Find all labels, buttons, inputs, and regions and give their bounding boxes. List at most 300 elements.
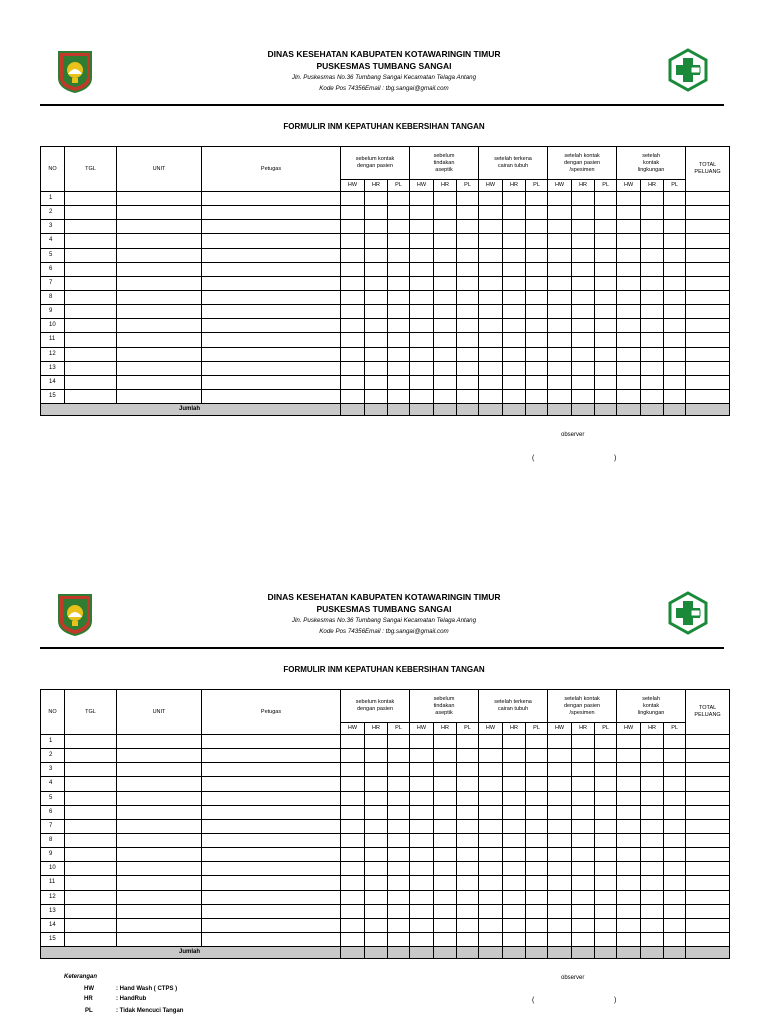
entry-cell[interactable] xyxy=(410,290,434,304)
entry-cell[interactable] xyxy=(341,333,365,347)
entry-cell[interactable] xyxy=(341,276,365,290)
entry-cell[interactable] xyxy=(479,932,503,946)
entry-cell[interactable] xyxy=(548,276,572,290)
entry-cell[interactable] xyxy=(117,890,202,904)
entry-cell[interactable] xyxy=(526,833,548,847)
entry-cell[interactable] xyxy=(457,305,479,319)
entry-cell[interactable] xyxy=(664,848,686,862)
entry-cell[interactable] xyxy=(595,777,617,791)
entry-cell[interactable] xyxy=(341,262,365,276)
entry-cell[interactable] xyxy=(434,389,457,403)
entry-cell[interactable] xyxy=(686,904,730,918)
entry-cell[interactable] xyxy=(388,932,410,946)
entry-cell[interactable] xyxy=(572,932,595,946)
entry-cell[interactable] xyxy=(117,862,202,876)
entry-cell[interactable] xyxy=(686,234,730,248)
entry-cell[interactable] xyxy=(664,248,686,262)
entry-cell[interactable] xyxy=(365,791,388,805)
entry-cell[interactable] xyxy=(457,749,479,763)
entry-cell[interactable] xyxy=(410,248,434,262)
entry-cell[interactable] xyxy=(641,375,664,389)
entry-cell[interactable] xyxy=(388,819,410,833)
entry-cell[interactable] xyxy=(434,333,457,347)
entry-cell[interactable] xyxy=(434,848,457,862)
entry-cell[interactable] xyxy=(341,206,365,220)
entry-cell[interactable] xyxy=(664,305,686,319)
entry-cell[interactable] xyxy=(457,389,479,403)
entry-cell[interactable] xyxy=(341,192,365,206)
sum-cell[interactable] xyxy=(503,404,526,416)
entry-cell[interactable] xyxy=(457,347,479,361)
entry-cell[interactable] xyxy=(641,848,664,862)
sum-cell[interactable] xyxy=(548,404,572,416)
entry-cell[interactable] xyxy=(365,833,388,847)
entry-cell[interactable] xyxy=(365,375,388,389)
sum-cell[interactable] xyxy=(686,947,730,959)
entry-cell[interactable] xyxy=(572,347,595,361)
entry-cell[interactable] xyxy=(410,763,434,777)
entry-cell[interactable] xyxy=(341,290,365,304)
entry-cell[interactable] xyxy=(641,862,664,876)
entry-cell[interactable] xyxy=(595,248,617,262)
entry-cell[interactable] xyxy=(572,819,595,833)
entry-cell[interactable] xyxy=(503,763,526,777)
entry-cell[interactable] xyxy=(548,777,572,791)
entry-cell[interactable] xyxy=(548,876,572,890)
entry-cell[interactable] xyxy=(617,777,641,791)
entry-cell[interactable] xyxy=(365,876,388,890)
entry-cell[interactable] xyxy=(341,749,365,763)
entry-cell[interactable] xyxy=(457,375,479,389)
entry-cell[interactable] xyxy=(617,333,641,347)
entry-cell[interactable] xyxy=(572,305,595,319)
sum-cell[interactable] xyxy=(341,947,365,959)
entry-cell[interactable] xyxy=(617,220,641,234)
entry-cell[interactable] xyxy=(664,833,686,847)
entry-cell[interactable] xyxy=(526,361,548,375)
entry-cell[interactable] xyxy=(365,890,388,904)
entry-cell[interactable] xyxy=(479,833,503,847)
entry-cell[interactable] xyxy=(117,234,202,248)
entry-cell[interactable] xyxy=(595,848,617,862)
entry-cell[interactable] xyxy=(479,819,503,833)
entry-cell[interactable] xyxy=(595,290,617,304)
entry-cell[interactable] xyxy=(65,276,117,290)
entry-cell[interactable] xyxy=(202,262,341,276)
entry-cell[interactable] xyxy=(503,862,526,876)
entry-cell[interactable] xyxy=(65,904,117,918)
entry-cell[interactable] xyxy=(365,333,388,347)
entry-cell[interactable] xyxy=(686,833,730,847)
entry-cell[interactable] xyxy=(388,276,410,290)
entry-cell[interactable] xyxy=(479,248,503,262)
entry-cell[interactable] xyxy=(341,234,365,248)
entry-cell[interactable] xyxy=(117,192,202,206)
entry-cell[interactable] xyxy=(548,862,572,876)
entry-cell[interactable] xyxy=(202,375,341,389)
entry-cell[interactable] xyxy=(664,333,686,347)
entry-cell[interactable] xyxy=(595,305,617,319)
entry-cell[interactable] xyxy=(686,206,730,220)
entry-cell[interactable] xyxy=(503,890,526,904)
entry-cell[interactable] xyxy=(595,220,617,234)
entry-cell[interactable] xyxy=(434,361,457,375)
entry-cell[interactable] xyxy=(65,192,117,206)
sum-cell[interactable] xyxy=(572,947,595,959)
entry-cell[interactable] xyxy=(595,192,617,206)
entry-cell[interactable] xyxy=(434,819,457,833)
entry-cell[interactable] xyxy=(117,305,202,319)
entry-cell[interactable] xyxy=(595,918,617,932)
entry-cell[interactable] xyxy=(686,220,730,234)
entry-cell[interactable] xyxy=(202,805,341,819)
entry-cell[interactable] xyxy=(479,375,503,389)
entry-cell[interactable] xyxy=(572,375,595,389)
entry-cell[interactable] xyxy=(341,777,365,791)
entry-cell[interactable] xyxy=(526,819,548,833)
entry-cell[interactable] xyxy=(457,361,479,375)
entry-cell[interactable] xyxy=(617,932,641,946)
entry-cell[interactable] xyxy=(664,749,686,763)
entry-cell[interactable] xyxy=(117,918,202,932)
entry-cell[interactable] xyxy=(65,389,117,403)
entry-cell[interactable] xyxy=(457,333,479,347)
entry-cell[interactable] xyxy=(595,833,617,847)
entry-cell[interactable] xyxy=(526,904,548,918)
entry-cell[interactable] xyxy=(503,833,526,847)
entry-cell[interactable] xyxy=(686,276,730,290)
entry-cell[interactable] xyxy=(686,862,730,876)
entry-cell[interactable] xyxy=(365,305,388,319)
entry-cell[interactable] xyxy=(341,389,365,403)
entry-cell[interactable] xyxy=(479,777,503,791)
entry-cell[interactable] xyxy=(526,805,548,819)
entry-cell[interactable] xyxy=(341,220,365,234)
entry-cell[interactable] xyxy=(641,918,664,932)
entry-cell[interactable] xyxy=(548,319,572,333)
entry-cell[interactable] xyxy=(65,876,117,890)
entry-cell[interactable] xyxy=(572,234,595,248)
entry-cell[interactable] xyxy=(503,333,526,347)
entry-cell[interactable] xyxy=(388,918,410,932)
entry-cell[interactable] xyxy=(641,777,664,791)
entry-cell[interactable] xyxy=(65,819,117,833)
entry-cell[interactable] xyxy=(664,361,686,375)
entry-cell[interactable] xyxy=(617,805,641,819)
entry-cell[interactable] xyxy=(410,932,434,946)
entry-cell[interactable] xyxy=(479,805,503,819)
entry-cell[interactable] xyxy=(434,248,457,262)
entry-cell[interactable] xyxy=(617,904,641,918)
entry-cell[interactable] xyxy=(526,932,548,946)
entry-cell[interactable] xyxy=(572,333,595,347)
entry-cell[interactable] xyxy=(65,319,117,333)
entry-cell[interactable] xyxy=(410,305,434,319)
entry-cell[interactable] xyxy=(572,890,595,904)
entry-cell[interactable] xyxy=(410,904,434,918)
sum-cell[interactable] xyxy=(388,404,410,416)
entry-cell[interactable] xyxy=(526,305,548,319)
entry-cell[interactable] xyxy=(595,904,617,918)
entry-cell[interactable] xyxy=(503,305,526,319)
entry-cell[interactable] xyxy=(202,220,341,234)
entry-cell[interactable] xyxy=(365,819,388,833)
entry-cell[interactable] xyxy=(686,262,730,276)
entry-cell[interactable] xyxy=(202,206,341,220)
entry-cell[interactable] xyxy=(479,305,503,319)
entry-cell[interactable] xyxy=(434,262,457,276)
entry-cell[interactable] xyxy=(641,234,664,248)
entry-cell[interactable] xyxy=(457,862,479,876)
entry-cell[interactable] xyxy=(641,276,664,290)
entry-cell[interactable] xyxy=(479,234,503,248)
entry-cell[interactable] xyxy=(341,305,365,319)
entry-cell[interactable] xyxy=(457,876,479,890)
entry-cell[interactable] xyxy=(202,791,341,805)
entry-cell[interactable] xyxy=(479,848,503,862)
entry-cell[interactable] xyxy=(548,805,572,819)
entry-cell[interactable] xyxy=(617,206,641,220)
entry-cell[interactable] xyxy=(548,305,572,319)
entry-cell[interactable] xyxy=(572,904,595,918)
entry-cell[interactable] xyxy=(202,248,341,262)
entry-cell[interactable] xyxy=(479,876,503,890)
entry-cell[interactable] xyxy=(686,932,730,946)
entry-cell[interactable] xyxy=(365,763,388,777)
entry-cell[interactable] xyxy=(641,347,664,361)
entry-cell[interactable] xyxy=(365,735,388,749)
sum-cell[interactable] xyxy=(572,404,595,416)
entry-cell[interactable] xyxy=(641,333,664,347)
entry-cell[interactable] xyxy=(503,248,526,262)
entry-cell[interactable] xyxy=(202,904,341,918)
entry-cell[interactable] xyxy=(202,234,341,248)
entry-cell[interactable] xyxy=(388,791,410,805)
entry-cell[interactable] xyxy=(388,904,410,918)
entry-cell[interactable] xyxy=(341,819,365,833)
entry-cell[interactable] xyxy=(410,206,434,220)
entry-cell[interactable] xyxy=(664,918,686,932)
entry-cell[interactable] xyxy=(686,819,730,833)
entry-cell[interactable] xyxy=(664,319,686,333)
entry-cell[interactable] xyxy=(595,347,617,361)
sum-cell[interactable] xyxy=(365,947,388,959)
entry-cell[interactable] xyxy=(686,735,730,749)
entry-cell[interactable] xyxy=(664,890,686,904)
entry-cell[interactable] xyxy=(434,347,457,361)
entry-cell[interactable] xyxy=(202,862,341,876)
entry-cell[interactable] xyxy=(388,763,410,777)
entry-cell[interactable] xyxy=(434,234,457,248)
sum-cell[interactable] xyxy=(410,947,434,959)
entry-cell[interactable] xyxy=(641,220,664,234)
entry-cell[interactable] xyxy=(202,763,341,777)
sum-cell[interactable] xyxy=(686,404,730,416)
entry-cell[interactable] xyxy=(365,918,388,932)
entry-cell[interactable] xyxy=(664,389,686,403)
entry-cell[interactable] xyxy=(686,890,730,904)
entry-cell[interactable] xyxy=(548,763,572,777)
entry-cell[interactable] xyxy=(503,192,526,206)
entry-cell[interactable] xyxy=(434,206,457,220)
entry-cell[interactable] xyxy=(341,848,365,862)
entry-cell[interactable] xyxy=(65,862,117,876)
sum-cell[interactable] xyxy=(457,947,479,959)
entry-cell[interactable] xyxy=(202,361,341,375)
entry-cell[interactable] xyxy=(595,262,617,276)
entry-cell[interactable] xyxy=(117,206,202,220)
entry-cell[interactable] xyxy=(686,848,730,862)
entry-cell[interactable] xyxy=(457,290,479,304)
entry-cell[interactable] xyxy=(641,735,664,749)
entry-cell[interactable] xyxy=(202,347,341,361)
entry-cell[interactable] xyxy=(686,876,730,890)
entry-cell[interactable] xyxy=(388,389,410,403)
entry-cell[interactable] xyxy=(686,791,730,805)
entry-cell[interactable] xyxy=(526,777,548,791)
entry-cell[interactable] xyxy=(526,918,548,932)
entry-cell[interactable] xyxy=(641,319,664,333)
entry-cell[interactable] xyxy=(503,290,526,304)
entry-cell[interactable] xyxy=(202,749,341,763)
sum-cell[interactable] xyxy=(664,947,686,959)
entry-cell[interactable] xyxy=(65,220,117,234)
sum-cell[interactable] xyxy=(548,947,572,959)
entry-cell[interactable] xyxy=(457,833,479,847)
entry-cell[interactable] xyxy=(388,876,410,890)
entry-cell[interactable] xyxy=(617,876,641,890)
sum-cell[interactable] xyxy=(617,947,641,959)
entry-cell[interactable] xyxy=(65,347,117,361)
entry-cell[interactable] xyxy=(548,234,572,248)
entry-cell[interactable] xyxy=(434,763,457,777)
entry-cell[interactable] xyxy=(617,763,641,777)
entry-cell[interactable] xyxy=(664,206,686,220)
entry-cell[interactable] xyxy=(65,791,117,805)
entry-cell[interactable] xyxy=(503,932,526,946)
entry-cell[interactable] xyxy=(686,305,730,319)
entry-cell[interactable] xyxy=(365,361,388,375)
entry-cell[interactable] xyxy=(595,890,617,904)
entry-cell[interactable] xyxy=(388,862,410,876)
entry-cell[interactable] xyxy=(365,805,388,819)
entry-cell[interactable] xyxy=(686,805,730,819)
entry-cell[interactable] xyxy=(341,361,365,375)
entry-cell[interactable] xyxy=(457,918,479,932)
entry-cell[interactable] xyxy=(526,749,548,763)
entry-cell[interactable] xyxy=(617,290,641,304)
entry-cell[interactable] xyxy=(686,333,730,347)
entry-cell[interactable] xyxy=(503,206,526,220)
entry-cell[interactable] xyxy=(434,876,457,890)
sum-cell[interactable] xyxy=(526,947,548,959)
entry-cell[interactable] xyxy=(65,890,117,904)
entry-cell[interactable] xyxy=(526,890,548,904)
entry-cell[interactable] xyxy=(664,862,686,876)
entry-cell[interactable] xyxy=(479,347,503,361)
entry-cell[interactable] xyxy=(457,932,479,946)
entry-cell[interactable] xyxy=(503,805,526,819)
entry-cell[interactable] xyxy=(664,192,686,206)
entry-cell[interactable] xyxy=(526,862,548,876)
entry-cell[interactable] xyxy=(503,234,526,248)
entry-cell[interactable] xyxy=(65,234,117,248)
sum-cell[interactable] xyxy=(365,404,388,416)
entry-cell[interactable] xyxy=(548,192,572,206)
entry-cell[interactable] xyxy=(617,749,641,763)
entry-cell[interactable] xyxy=(202,305,341,319)
entry-cell[interactable] xyxy=(595,819,617,833)
entry-cell[interactable] xyxy=(548,791,572,805)
sum-cell[interactable] xyxy=(595,404,617,416)
entry-cell[interactable] xyxy=(410,833,434,847)
entry-cell[interactable] xyxy=(117,735,202,749)
entry-cell[interactable] xyxy=(341,876,365,890)
entry-cell[interactable] xyxy=(641,290,664,304)
entry-cell[interactable] xyxy=(548,918,572,932)
entry-cell[interactable] xyxy=(388,192,410,206)
entry-cell[interactable] xyxy=(526,220,548,234)
entry-cell[interactable] xyxy=(595,862,617,876)
entry-cell[interactable] xyxy=(457,248,479,262)
entry-cell[interactable] xyxy=(686,918,730,932)
entry-cell[interactable] xyxy=(457,904,479,918)
entry-cell[interactable] xyxy=(117,361,202,375)
entry-cell[interactable] xyxy=(388,305,410,319)
entry-cell[interactable] xyxy=(641,763,664,777)
entry-cell[interactable] xyxy=(65,375,117,389)
entry-cell[interactable] xyxy=(664,904,686,918)
entry-cell[interactable] xyxy=(365,319,388,333)
entry-cell[interactable] xyxy=(479,262,503,276)
entry-cell[interactable] xyxy=(572,361,595,375)
entry-cell[interactable] xyxy=(341,932,365,946)
entry-cell[interactable] xyxy=(503,735,526,749)
entry-cell[interactable] xyxy=(434,375,457,389)
entry-cell[interactable] xyxy=(503,361,526,375)
entry-cell[interactable] xyxy=(457,805,479,819)
entry-cell[interactable] xyxy=(117,333,202,347)
entry-cell[interactable] xyxy=(664,347,686,361)
entry-cell[interactable] xyxy=(572,220,595,234)
entry-cell[interactable] xyxy=(641,876,664,890)
entry-cell[interactable] xyxy=(526,763,548,777)
entry-cell[interactable] xyxy=(503,319,526,333)
entry-cell[interactable] xyxy=(686,361,730,375)
entry-cell[interactable] xyxy=(457,234,479,248)
entry-cell[interactable] xyxy=(434,305,457,319)
entry-cell[interactable] xyxy=(503,276,526,290)
entry-cell[interactable] xyxy=(548,819,572,833)
entry-cell[interactable] xyxy=(457,819,479,833)
entry-cell[interactable] xyxy=(457,220,479,234)
entry-cell[interactable] xyxy=(595,735,617,749)
entry-cell[interactable] xyxy=(117,319,202,333)
entry-cell[interactable] xyxy=(617,234,641,248)
sum-cell[interactable] xyxy=(479,947,503,959)
entry-cell[interactable] xyxy=(341,347,365,361)
entry-cell[interactable] xyxy=(365,777,388,791)
entry-cell[interactable] xyxy=(434,290,457,304)
entry-cell[interactable] xyxy=(202,389,341,403)
sum-cell[interactable] xyxy=(341,404,365,416)
entry-cell[interactable] xyxy=(365,262,388,276)
entry-cell[interactable] xyxy=(572,848,595,862)
entry-cell[interactable] xyxy=(117,248,202,262)
entry-cell[interactable] xyxy=(572,918,595,932)
entry-cell[interactable] xyxy=(503,791,526,805)
entry-cell[interactable] xyxy=(548,904,572,918)
